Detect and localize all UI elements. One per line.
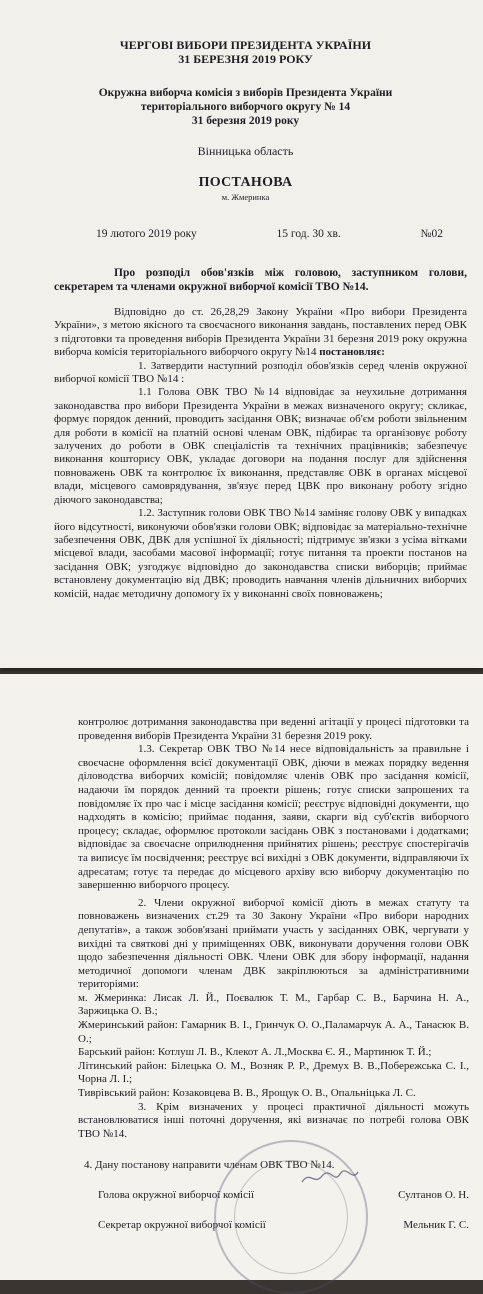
item-1-2: 1.2. Заступник голови ОВК ТВО №14 заміняє голову ОВК у випадках його відсутності, виконуючи обов'язки голови ОВК; відповідає за матеріально-технічне забезпечення ОВК, ДВК для успішної їх діяльності; підтримує зв'язки з усіма вітками місцевої влади, засобами масової інформації; готує питання та проекти постанов на засідання ОВК; узгоджує відповідно до законодавства списки виборців; приймає встановлену документацію від ДВК; проводить навчання членів дільничних виборчих комісій, надає методичну допомогу їх у виконанні своїх повноважень; xyxy=(54,507,467,600)
item-1: 1. Затвердити наступний розподіл обов'язків серед членів окружної виборчої комісії ТВО №14 : xyxy=(54,359,467,386)
handwritten-signature xyxy=(300,1168,360,1188)
territory-line: м. Жмеринка: Лисак Л. Й., Поєвалюк Т. М., Гарбар С. В., Барчина Н. А., Заржицька О. В.; xyxy=(78,991,469,1018)
item-1-1: 1.1 Голова ОВК ТВО №14 відповідає за неухильне дотримання законодавства про вибори Президента України в межах визначеного округу; скликає, формує порядок денний, проводить засідання ОВК; визначає об'єм роботи звільненим для роботи в комісії на платній основі членам ОВК, підбирає та організовує роботу залучених до роботи в ОВК спеціалістів та технічних працівників; забезпечує виконання кошторису ОВК, укладає договори на подання послуг для здійснення повноважень ОВК та контролює їх виконання, представляє ОВК в органах місцевої влади, місцевого самоврядування, зв'язує перед ЦВК про виконану роботу згідно діючого законодавства; xyxy=(54,386,467,506)
commission-line1: Окружна виборча комісія з виборів Президента України xyxy=(98,87,393,99)
preamble-decision: постановляє: xyxy=(319,346,385,359)
preamble xyxy=(24,306,467,360)
item-2: 2. Члени окружної виборчої комісії діють в межах статуту та повноважень визначених ст.29 та 30 Закону України «Про вибори народних депутатів», а також зобов'язані приймати участь у засіданнях ОВК, чергувати у вихідні та святкові дні у приміщеннях ОВК, виконувати доручення голови ОВК щодо забезпечення діяльності ОВК. Члени ОВК для збору інформації, надання методичної допомоги членам ДВК закріплюються за адміністративними територіями: xyxy=(78,896,469,991)
commission-line3: 31 березня 2019 року xyxy=(191,115,300,127)
signature-name: Султанов О. Н. xyxy=(398,1189,469,1201)
oblast-label: Вінницька область xyxy=(197,144,294,158)
signature-role: Голова окружної виборчої комісії xyxy=(98,1189,255,1201)
territory-line: Жмеринський район: Гамарник В. І., Гринчук О. О.,Паламарчук А. А., Танасюк В. О.; xyxy=(78,1019,469,1045)
document-number: №02 xyxy=(420,228,443,240)
date-row xyxy=(24,228,467,240)
document-subject: Про розподіл обов'язків між головою, заступником голови, секретарем та членами окружної виборчої комісії ТВО №14. xyxy=(54,267,467,293)
document-time: 15 год. 30 хв. xyxy=(276,228,341,240)
document-type: ПОСТАНОВА xyxy=(198,175,293,190)
territory-line: Тиврівський район: Козаковцева В. В., Ярощук О. В., Опальніцька Л. С. xyxy=(78,1087,416,1100)
signature-role: Секретар окружної виборчої комісії xyxy=(98,1219,266,1231)
document-date: 19 лютого 2019 року xyxy=(96,228,197,240)
item-1-2-continued: контролює дотримання законодавства при веденні агітації у процесі підготовки та проведення виборів Президента України 31 березня 2019 року. xyxy=(78,716,469,742)
signature-name: Мельник Г. С. xyxy=(403,1219,469,1231)
item-3: 3. Крім визначених у процесі практичної діяльності можуть встановлюватися інші поточні доручення, які визначає по потребі голова ОВК ТВО №14. xyxy=(78,1100,469,1140)
preamble-text: Відповідно до ст. 26,28,29 Закону України «Про вибори Президента України», з метою якісного та своєчасного виконання завдань, поставлених перед ОВК з підготовки та проведення виборів Президента України 31 березня 2019 року окружна виборча комісія територіального виборчого округу №14 xyxy=(54,306,467,359)
item-1-3: 1.3. Секретар ОВК ТВО №14 несе відповідальність за правильне і своєчасне оформлення всієї документації ОВК, діючи в межах порядку ведення діловодства виборчих комісій; повідомляє членів ОВК про засідання комісії, надаючи їм порядок денний та проекти рішень; готує списки запрошених та повідомляє їх про час і місце засідання комісії; реєструє відповідні документи, що надходять в комісію; приймає подання, заяви, скарги від суб'єктів виборчого процесу; складає, оформлює протоколи засідань ОВК з постановами і додатками; відповідає за своєчасне оприлюднення прийнятих рішень; реєструє спостерігачів та виписує їм посвідчення; реєструє всі вихідні з ОВК документи, відправляючи їх адресатам; готує та передає до місцевого архіву всю виборчу документацію по завершенню виборчого процесу. xyxy=(78,743,469,892)
territory-line: Літинський район: Білецька О. М., Возняк Р. Р., Дремух В. В.,Побережська С. І., Чорна Л. І.; xyxy=(78,1059,469,1086)
city-label: м. Жмеринка xyxy=(221,192,270,202)
election-title-line1: ЧЕРГОВІ ВИБОРИ ПРЕЗИДЕНТА УКРАЇНИ xyxy=(119,38,372,52)
territory-line: Барський район: Котлуш Л. В., Клекот А. Л.,Москва Є. Я., Мартинюк Т. Й.; xyxy=(78,1046,432,1059)
election-title-line2: 31 БЕРЕЗНЯ 2019 РОКУ xyxy=(178,52,313,66)
official-stamp xyxy=(214,1140,368,1294)
item-4: 4. Дану постанову направити членам ОВК ТВО №14. xyxy=(84,1159,335,1172)
commission-title xyxy=(24,86,467,128)
election-title xyxy=(24,38,467,66)
commission-line2: територіального виборчого округу № 14 xyxy=(140,101,351,113)
